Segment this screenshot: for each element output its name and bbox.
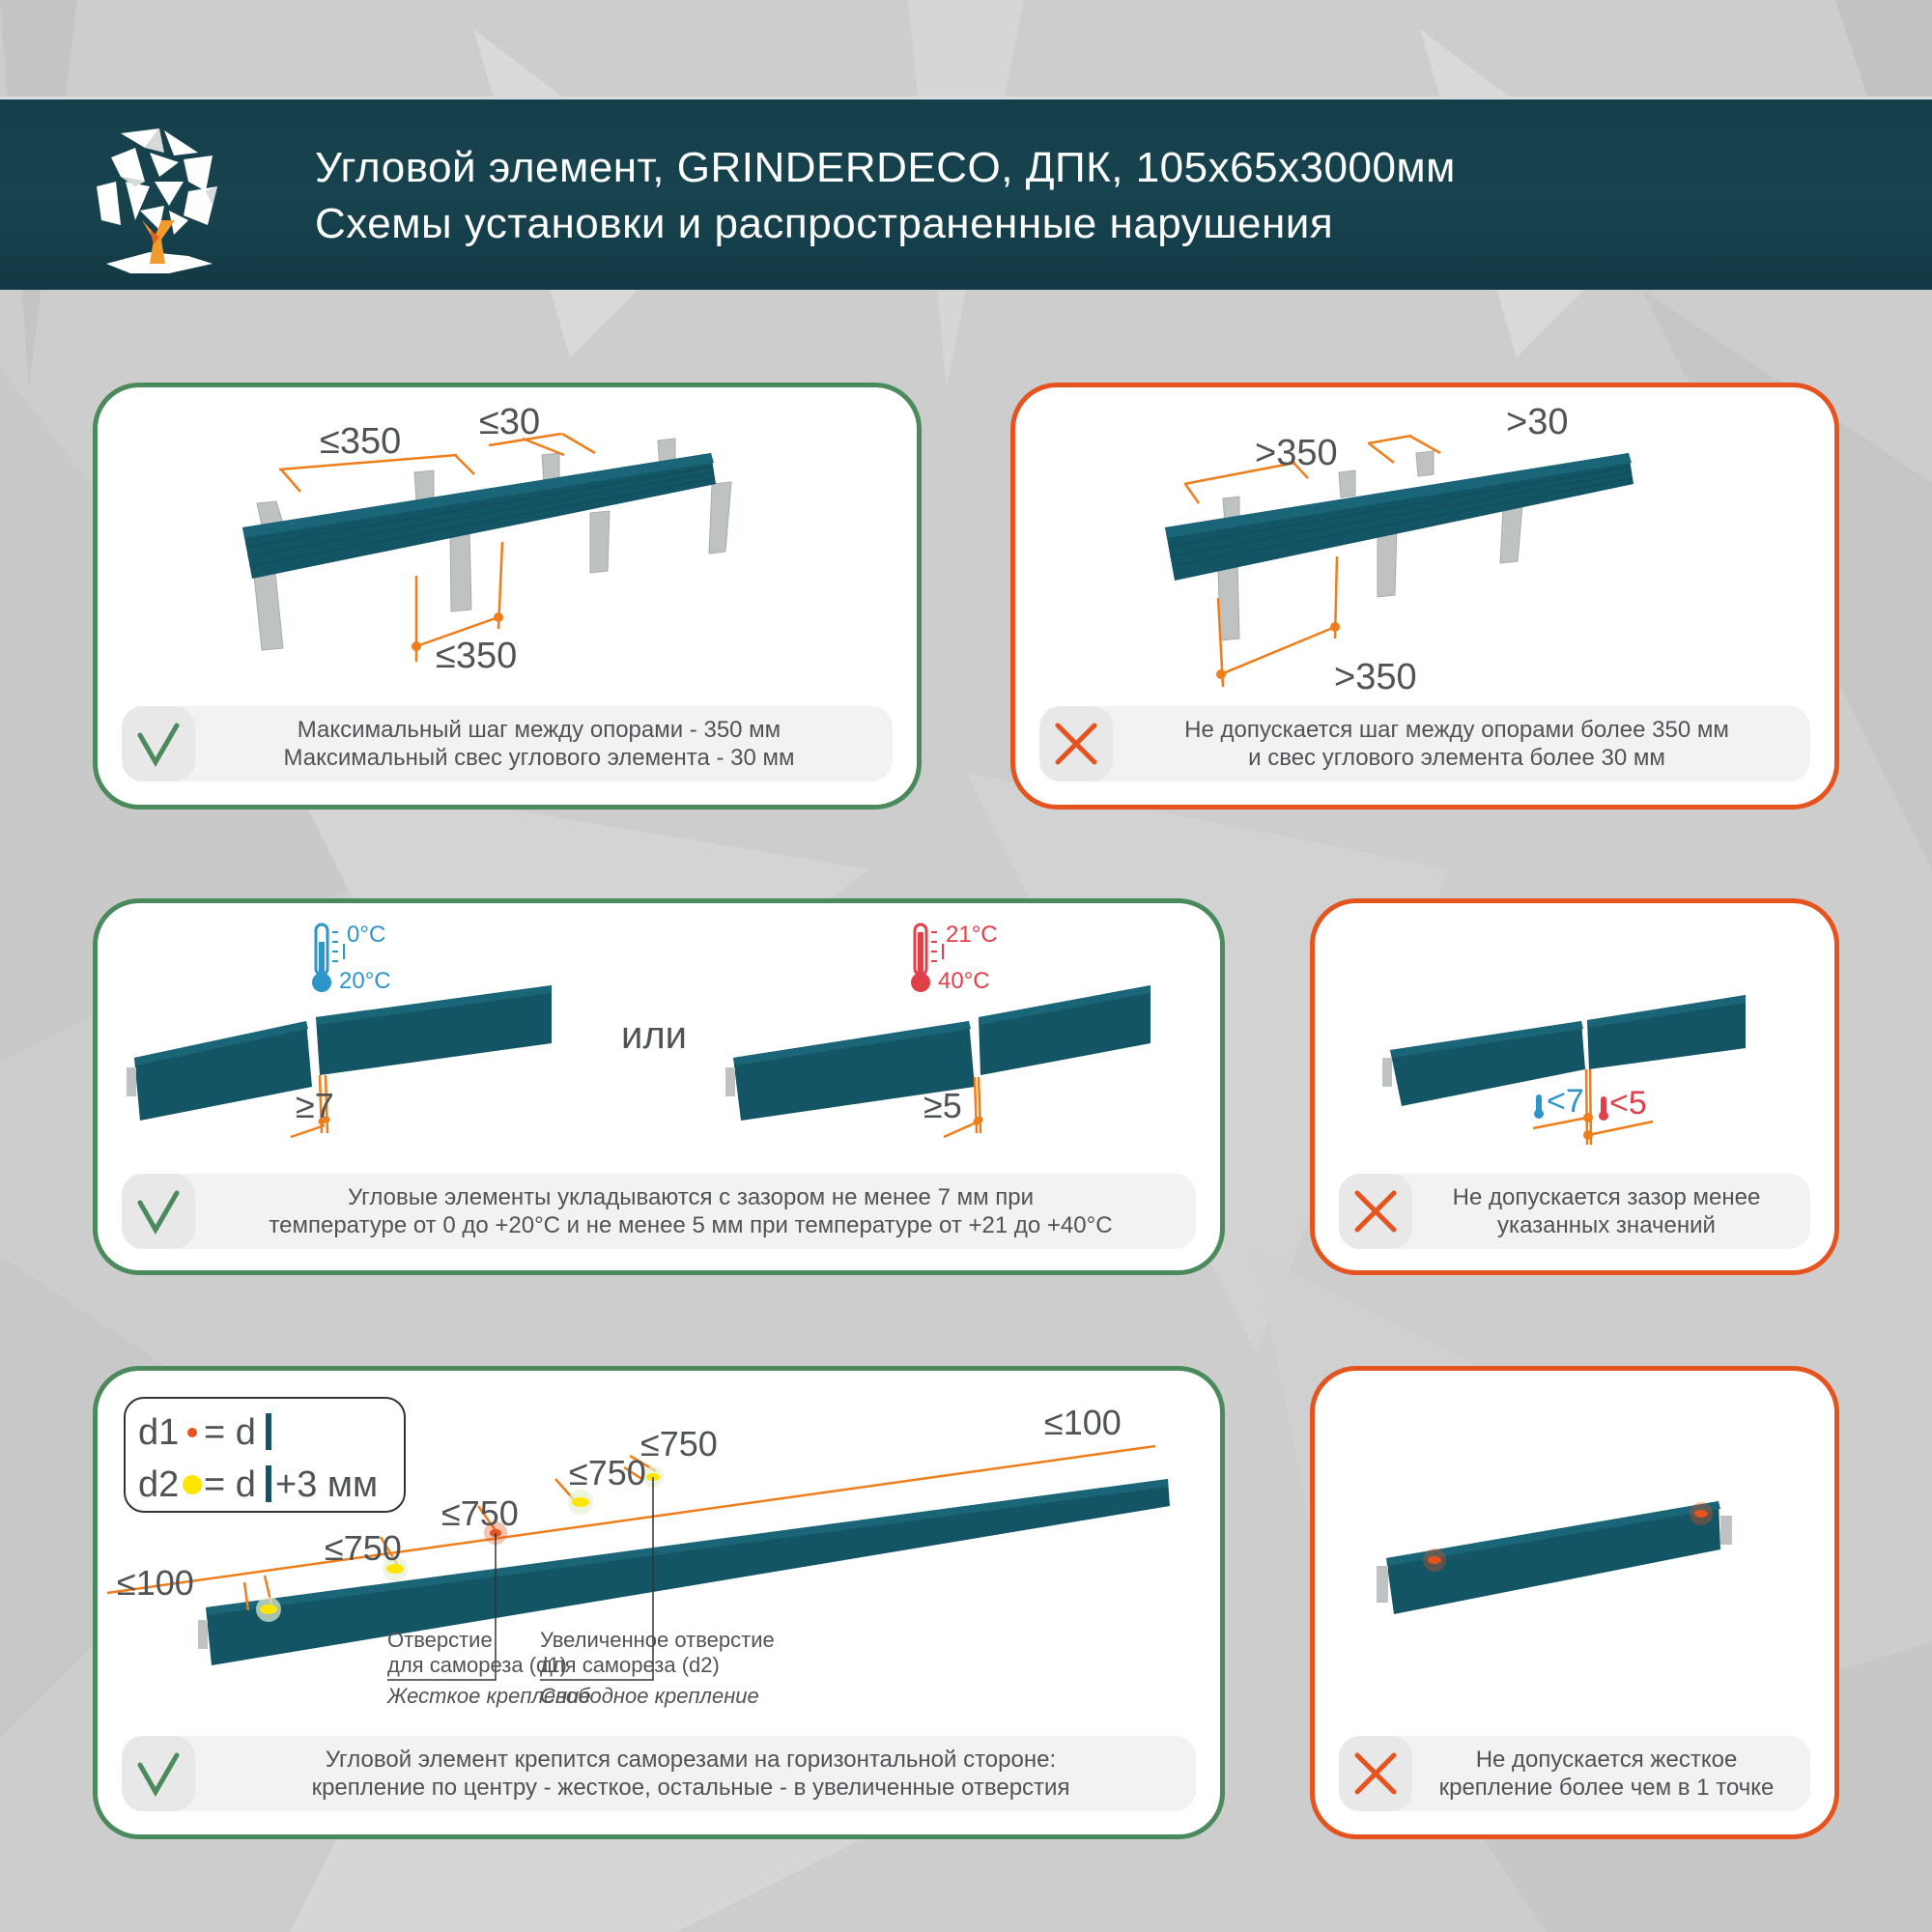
panel-fixing-ok: [93, 1366, 1225, 1839]
dim-bottom-span: ≤350: [436, 636, 518, 676]
dim-end-right: ≤100: [1044, 1403, 1122, 1442]
panel-fixing-bad: [1310, 1366, 1839, 1839]
cold-range-bottom: 20°C: [339, 968, 391, 994]
hot-range-top: 21°C: [946, 922, 998, 948]
caption-line-1: Не допускается шаг между опорами более 350 мм: [1184, 717, 1729, 743]
hole-d1-type: Жесткое крепление: [387, 1684, 591, 1708]
legend-eq-d2: = d: [204, 1464, 256, 1505]
hole-d2-label-2: для самореза (d2): [540, 1653, 720, 1677]
legend-plus: +3 мм: [275, 1464, 379, 1505]
dim-overhang: >30: [1506, 402, 1569, 442]
dim-span-4: ≤750: [640, 1424, 718, 1463]
caption-supports-ok: [122, 706, 893, 781]
corner-element-board: [316, 985, 552, 1075]
hole-d1-dot-icon: [187, 1428, 197, 1437]
caption-line-2: указанных значений: [1497, 1212, 1716, 1238]
hole-d2-icon: [260, 1605, 277, 1614]
caption-fixing-ok: [122, 1736, 1196, 1811]
caption-line-1: Не допускается жесткое: [1475, 1747, 1738, 1773]
hole-d2-label-1: Увеличенное отверстие: [540, 1628, 775, 1652]
cross-icon: [1339, 1174, 1412, 1249]
dim-overhang: ≤30: [479, 402, 541, 442]
hole-d2-dot-icon: [183, 1475, 202, 1494]
hole-d2-icon: [572, 1497, 589, 1507]
panel-supports-bad: [1010, 383, 1839, 810]
title-line-1: Угловой элемент, GRINDERDECO, ДПК, 105х65х3000мм: [315, 144, 1456, 191]
legend-eq-d1: = d: [204, 1412, 256, 1453]
grinderdeco-tree-logo-icon: [92, 128, 227, 273]
caption-line-2: температуре от 0 до +20°С и не менее 5 мм при температуре от +21 до +40°С: [269, 1212, 1113, 1238]
caption-line-1: Максимальный шаг между опорами - 350 мм: [297, 717, 781, 743]
dim-end-left: ≤100: [117, 1563, 194, 1603]
hole-d2-type: Свободное крепление: [540, 1684, 759, 1708]
cold-thermometer-icon: [1534, 1094, 1544, 1119]
caption-gap-bad: [1339, 1174, 1810, 1249]
dim-cold-gap: <7: [1547, 1083, 1584, 1120]
hole-d1-icon: [1694, 1510, 1708, 1518]
page-title: [315, 140, 1456, 252]
caption-line-2: крепление более чем в 1 точке: [1438, 1775, 1775, 1801]
caption-line-2: крепление по центру - жесткое, остальные - в увеличенные отверстия: [311, 1775, 1070, 1801]
caption-line-2: и свес углового элемента более 30 мм: [1248, 745, 1665, 771]
hole-d1-icon: [1428, 1556, 1441, 1564]
legend-d2: d2: [138, 1464, 180, 1505]
dim-span-3: ≤750: [569, 1453, 646, 1492]
screw-icon: [266, 1465, 271, 1502]
dim-span-2: ≤750: [441, 1493, 519, 1533]
check-icon: [122, 1174, 195, 1249]
caption-line-1: Угловые элементы укладываются с зазором не менее 7 мм при: [347, 1184, 1035, 1210]
header-banner: [0, 97, 1932, 290]
caption-line-1: Угловой элемент крепится саморезами на горизонтальной стороне:: [325, 1747, 1057, 1773]
check-icon: [122, 1736, 195, 1811]
title-line-2: Схемы установки и распространенные нарушения: [315, 200, 1334, 247]
panel-supports-ok: [93, 383, 922, 810]
corner-element-board: [134, 1021, 312, 1121]
caption-supports-bad: [1039, 706, 1810, 781]
caption-fixing-bad: [1339, 1736, 1810, 1811]
legend-d1: d1: [138, 1412, 180, 1453]
panel-gap-ok: [93, 898, 1225, 1275]
hot-range-bottom: 40°C: [938, 968, 990, 994]
cross-icon: [1339, 1736, 1412, 1811]
panel-gap-bad: [1310, 898, 1839, 1275]
check-icon: [122, 706, 195, 781]
dim-top-span: ≤350: [320, 421, 402, 462]
caption-line-2: Максимальный свес углового элемента - 30 мм: [283, 745, 795, 771]
dim-span-1: ≤750: [325, 1528, 402, 1568]
or-label: или: [621, 1014, 688, 1057]
hot-thermometer-icon: [1599, 1096, 1608, 1121]
dim-hot-gap: <5: [1609, 1085, 1647, 1122]
caption-gap-ok: [122, 1174, 1196, 1249]
dim-bottom-span: >350: [1334, 657, 1417, 697]
screw-icon: [266, 1413, 271, 1450]
hole-d1-label-1: Отверстие: [387, 1628, 493, 1652]
dim-top-span: >350: [1255, 433, 1338, 473]
dim-hot-gap: ≥5: [923, 1086, 962, 1125]
dim-cold-gap: ≥7: [296, 1086, 334, 1125]
cold-range-top: 0°C: [347, 922, 386, 948]
cross-icon: [1039, 706, 1113, 781]
hole-d1-label-2: для самореза (d1): [387, 1653, 567, 1677]
caption-line-1: Не допускается зазор менее: [1452, 1184, 1761, 1210]
